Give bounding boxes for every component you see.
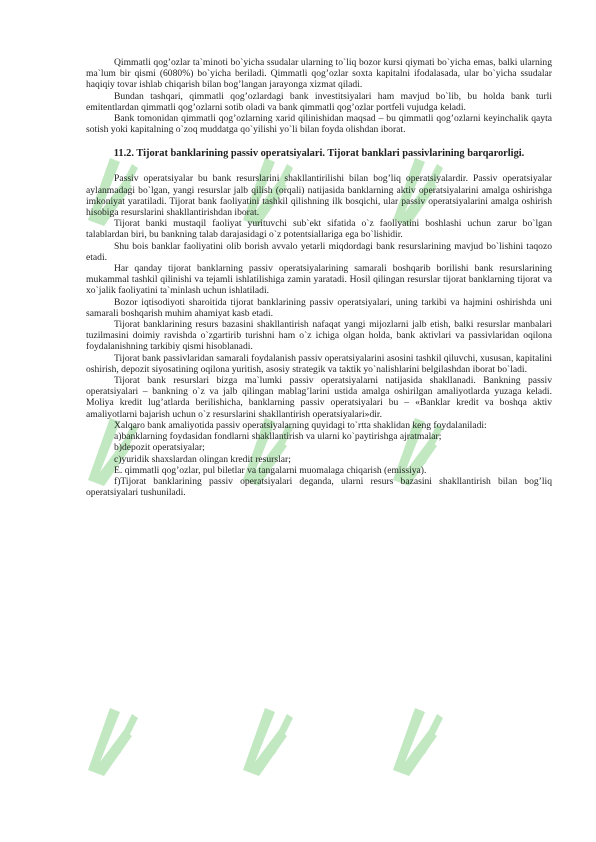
- list-item: b)depozit operatsiyalar;: [114, 442, 205, 454]
- logo-watermark-icon: [235, 700, 295, 780]
- list-item: c)yuridik shaxslardan olingan kredit resurslar;: [114, 453, 291, 465]
- paragraph: Tijorat banklarining resurs bazasini shakllantirish nafaqat yangi mijozlarni jalb etish, balki resurslar manbalari tuzilmasini doimiy ravishda o`zgartirib turishni ham o`z ichiga olgan holda, bank aktivlari va passivlaridan oqilona foydalanishning tarkibiy qismi hisoblanadi.: [86, 319, 552, 353]
- paragraph: Bundan tashqari, qimmatli qog’ozlardagi bank investitsiyalari ham mavjud bo`lib, bu holda bank turli emitentlardan qimmatli qog’ozlarni sotib oladi va bank qimmatli qog’ozlar portfeli vujudga keladi.: [86, 90, 552, 113]
- paragraph: Bozor iqtisodiyoti sharoitida tijorat banklarining passiv operatsiyalari, uning tarkibi va hajmini oshirishda uni samarali boshqarish muhim ahamiyat kasb etadi.: [86, 296, 552, 319]
- paragraph: Har qanday tijorat banklarning passiv operatsiyalarining samarali boshqarib borilishi bank resurslarining mukammal tashkil qilinishi va tejamli ishlatilishiga zamin yaratadi. Hosil qilingan resurslar tijorat banklarning tijorat va xo`jalik faoliyatini ta`minlash uchun ishlatiladi.: [86, 263, 552, 297]
- document-body: [86, 57, 552, 498]
- paragraph: Passiv operatsiyalar bu bank resurslarini shakllantirilishi bilan bog’liq operatsiyalardir. Passiv operatsiyalar aylanmadagi bo`lgan, yangi resurslar jalb qilish (orqali) natijasida banklarning aktiv operatsiyalarini amalga oshirishga imkoniyat yaratiladi. Tijorat bank faoliyatini tashkil qilishning ilk bosqichi, ular passiv operatsiyalarini amalga oshirish hisobiga resurslarini shakllantirishdan iborat.: [86, 173, 552, 219]
- paragraph: Qimmatli qog’ozlar ta`minoti bo`yicha ssudalar ularning to`liq bozor kursi qiymati bo`yicha emas, balki ularning ma`lum bir qismi (6080%) bo`yicha beriladi. Qimmatli qog’ozlar soxta kapitalni ifodalasada, ular bo`yicha ssudalar haqiqiy tovar ishlab chiqarish bilan bog’langan jarayonga xizmat qiladi.: [86, 57, 552, 91]
- list-item: E. qimmatli qog’ozlar, pul biletlar va tangalarni muomalaga chiqarish (emissiya).: [114, 464, 427, 476]
- list-item: a)banklarning foydasidan fondlarni shakllantirish va ularni ko`paytirishga ajratmalar;: [114, 431, 442, 443]
- logo-watermark-icon: [80, 700, 140, 780]
- paragraph: Xalqaro bank amaliyotida passiv operatsiyalarning quyidagi to`rtta shaklidan keng foydalaniladi:: [114, 419, 487, 431]
- paragraph: Shu bois banklar faoliyatini olib borish avvalo yetarli miqdordagi bank resurslarining mavjud bo`lishini taqozo etadi.: [86, 240, 552, 263]
- paragraph: Tijorat bank resurslari bizga ma`lumki passiv operatsiyalarni natijasida shakllanadi. Bankning passiv operatsiyalari – bankning o`z va jalb qilingan mablag’larini ustida amalga oshirilgan amaliyotlarda yuzaga keladi. Moliya kredit lug’atlarda berilishicha, banklarning passiv operatsiyalari bu – «Banklar kredit va boshqa aktiv amaliyotlarni bajarish uchun o`z resurslarini shakllantirish operatsiyalari»dir.: [86, 375, 552, 420]
- list-item: f)Tijorat banklarining passiv operatsiyalari deganda, ularni resurs bazasini shakllantirish bilan bog’liq operatsiyalari tushuniladi.: [86, 475, 552, 499]
- paragraph: Bank tomonidan qimmatli qog’ozlarning xarid qilinishidan maqsad – bu qimmatli qog’ozlarni keyinchalik qayta sotish yoki kapitalning o`zoq muddatga qo`yilishi yo`li bilan foyda olishdan iborat.: [86, 113, 552, 136]
- logo-watermark-icon: [385, 700, 445, 780]
- paragraph: Tijorat bank passivlaridan samarali foydalanish passiv operatsiyalarini asosini tashkil qiluvchi, xususan, kapitalini oshirish, depozit siyosatining oqilona yuritish, asosiy strategik va taktik yo`nalishlarini belgilashdan iborat bo`ladi.: [86, 352, 552, 375]
- section-heading: 11.2. Tijorat banklarining passiv operatsiyalari. Tijorat banklari passivlarining barqarorligi.: [113, 148, 525, 160]
- paragraph: Tijorat banki mustaqil faoliyat yurituvchi sub`ekt sifatida o`z faoliyatini boshlashi uchun zarur bo`lgan talablardan biri, bu bankning talab darajasidagi o`z potentsiallariga ega bo`lishidir.: [86, 218, 552, 241]
